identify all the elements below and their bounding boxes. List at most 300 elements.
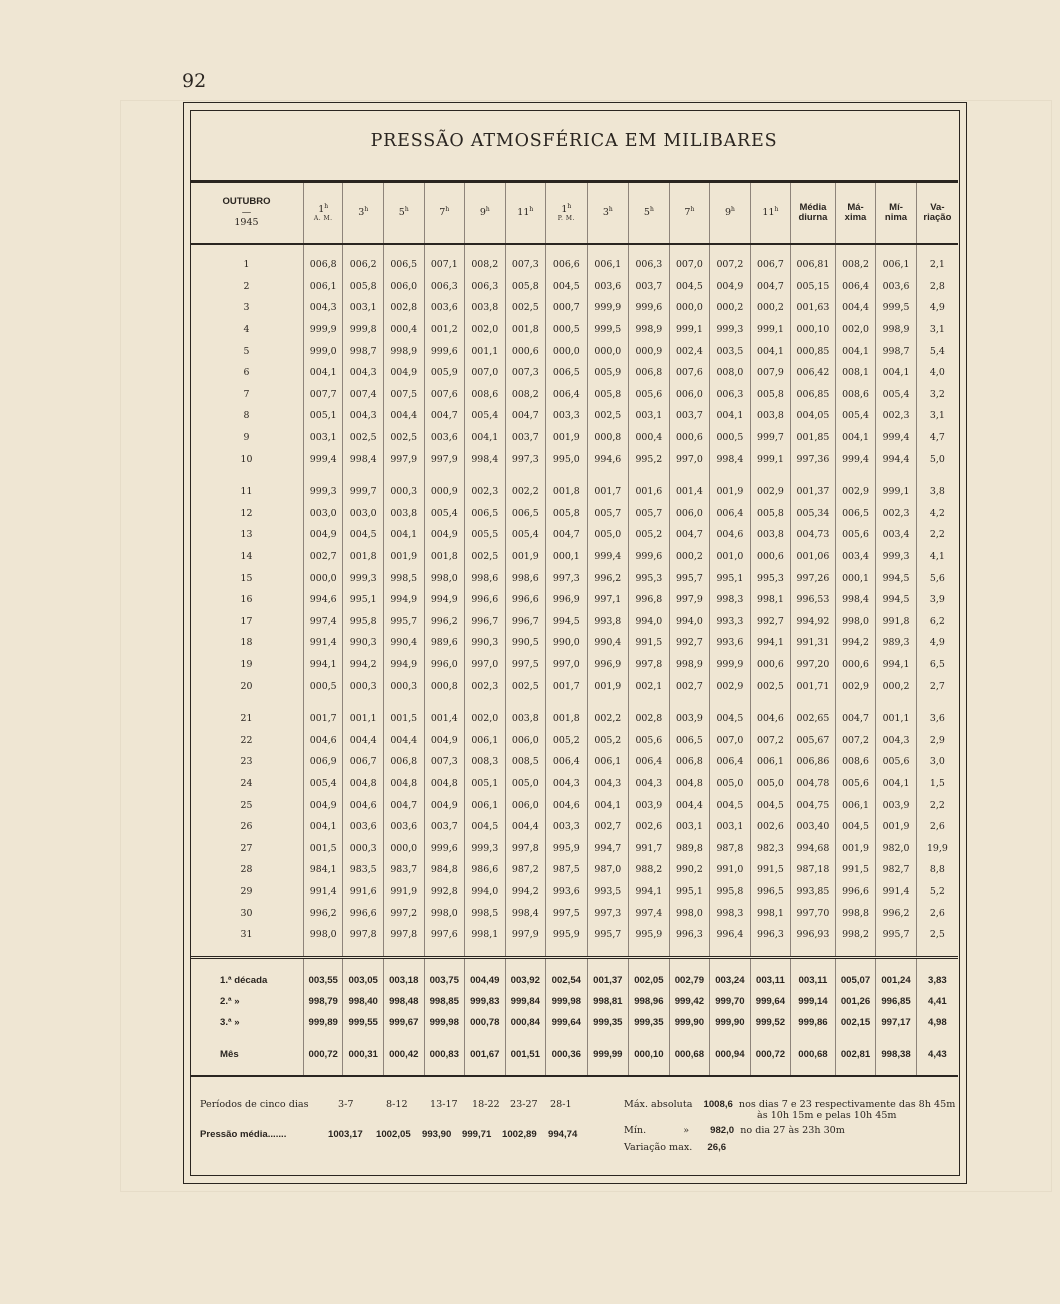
value-cell: 991,4 <box>303 632 343 654</box>
value-cell: 007,6 <box>669 362 710 384</box>
value-cell: 006,3 <box>424 276 465 298</box>
header-minima-line: Mí- <box>889 201 903 213</box>
value-cell: 994,0 <box>669 611 710 633</box>
value-cell: 001,6 <box>629 481 670 503</box>
value-cell: 995,7 <box>383 611 424 633</box>
value-cell: 001,06 <box>791 546 836 568</box>
header-variacao-line: Va- <box>930 201 945 213</box>
value-cell: 994,68 <box>791 837 836 859</box>
value-cell: 001,8 <box>343 546 384 568</box>
value-cell: 999,9 <box>710 654 751 676</box>
value-cell: 004,9 <box>710 276 751 298</box>
table-header-row <box>190 182 958 245</box>
value-cell: 006,5 <box>669 729 710 751</box>
value-cell: 004,9 <box>424 524 465 546</box>
value-cell: 005,34 <box>791 503 836 525</box>
spacer-cell <box>669 1065 710 1076</box>
summary-value: 000,72 <box>750 1044 791 1065</box>
hour-label: 1 <box>318 204 325 216</box>
value-cell: 999,8 <box>343 319 384 341</box>
value-cell: 000,4 <box>383 319 424 341</box>
value-cell: 6,2 <box>916 611 958 633</box>
day-cell: 24 <box>240 777 253 789</box>
value-cell: 000,3 <box>343 837 384 859</box>
value-cell: 996,4 <box>710 924 751 946</box>
summary-value: 001,24 <box>876 970 917 991</box>
value-cell: 003,7 <box>424 816 465 838</box>
spacer-cell <box>629 470 670 481</box>
value-cell: 001,7 <box>303 708 343 730</box>
value-cell: 004,73 <box>791 524 836 546</box>
summary-spacer <box>190 958 958 971</box>
value-cell: 998,1 <box>750 902 791 924</box>
value-cell: 998,1 <box>465 924 506 946</box>
value-cell: 995,7 <box>669 567 710 589</box>
value-cell: 993,6 <box>710 632 751 654</box>
value-cell: 998,9 <box>629 319 670 341</box>
hour-suffix: h <box>404 206 409 214</box>
value-cell: 002,5 <box>587 405 629 427</box>
summary-value: 004,49 <box>465 970 506 991</box>
value-cell: 998,5 <box>383 567 424 589</box>
summary-value: 000,84 <box>505 1012 546 1033</box>
value-cell: 998,4 <box>343 448 384 470</box>
header-maxima-line: xima <box>844 212 867 223</box>
value-cell: 991,4 <box>303 881 343 903</box>
min-absolute <box>624 1125 845 1136</box>
spacer-cell <box>505 470 546 481</box>
page-title: PRESSÃO ATMOSFÉRICA EM MILIBARES <box>370 131 778 151</box>
value-cell: 000,3 <box>383 675 424 697</box>
summary-value: 4,41 <box>916 991 958 1012</box>
value-cell: 990,2 <box>669 859 710 881</box>
hour-suffix: h <box>567 202 572 210</box>
value-cell: 004,5 <box>710 794 751 816</box>
table-row <box>190 340 958 362</box>
spacer-cell <box>629 1033 670 1044</box>
value-cell: 995,8 <box>343 611 384 633</box>
spacer-cell <box>835 1065 876 1076</box>
day-cell: 14 <box>240 551 253 563</box>
value-cell: 005,0 <box>587 524 629 546</box>
value-cell: 004,3 <box>343 405 384 427</box>
value-cell: 006,5 <box>383 254 424 276</box>
value-cell: 007,5 <box>383 384 424 406</box>
value-cell: 997,20 <box>791 654 836 676</box>
value-cell: 002,4 <box>669 340 710 362</box>
spacer-cell <box>303 470 343 481</box>
value-cell: 002,9 <box>835 675 876 697</box>
table-row <box>190 589 958 611</box>
value-cell: 005,4 <box>465 405 506 427</box>
header-hour-5 <box>465 182 506 245</box>
value-cell: 4,0 <box>916 362 958 384</box>
value-cell: 004,4 <box>835 297 876 319</box>
spacer-cell <box>835 470 876 481</box>
value-cell: 008,6 <box>835 751 876 773</box>
summary-value: 000,68 <box>669 1044 710 1065</box>
value-cell: 003,6 <box>343 816 384 838</box>
summary-value: 000,36 <box>546 1044 588 1065</box>
value-cell: 3,1 <box>916 319 958 341</box>
value-cell: 997,3 <box>546 567 588 589</box>
summary-value: 999,35 <box>629 1012 670 1033</box>
value-cell: 002,5 <box>383 427 424 449</box>
value-cell: 000,2 <box>750 297 791 319</box>
spacer-cell <box>710 244 751 254</box>
value-cell: 991,5 <box>750 859 791 881</box>
summary-value: 002,05 <box>629 970 670 991</box>
mean-pressure-1: 1003,17 <box>328 1129 363 1140</box>
value-cell: 002,2 <box>505 481 546 503</box>
spacer-cell <box>710 1033 751 1044</box>
value-cell: 003,9 <box>629 794 670 816</box>
value-cell: 000,0 <box>383 837 424 859</box>
value-cell: 997,9 <box>669 589 710 611</box>
spacer-cell <box>505 945 546 958</box>
value-cell: 000,6 <box>669 427 710 449</box>
value-cell: 007,0 <box>465 362 506 384</box>
value-cell: 995,1 <box>343 589 384 611</box>
value-cell: 002,0 <box>465 319 506 341</box>
spacer-cell <box>343 1033 384 1044</box>
summary-value: 001,26 <box>835 991 876 1012</box>
hour-period: P. M. <box>557 214 575 222</box>
value-cell: 005,8 <box>546 503 588 525</box>
mean-pressure-5: 1002,89 <box>502 1129 537 1140</box>
value-cell: 000,6 <box>750 654 791 676</box>
value-cell: 994,6 <box>303 589 343 611</box>
value-cell: 000,1 <box>546 546 588 568</box>
period-2: 8-12 <box>386 1099 408 1110</box>
table-row <box>190 503 958 525</box>
value-cell: 996,8 <box>629 589 670 611</box>
variation-label: Variação max. <box>624 1142 693 1153</box>
value-cell: 004,1 <box>587 794 629 816</box>
summary-row <box>190 970 958 991</box>
value-cell: 002,7 <box>303 546 343 568</box>
value-cell: 006,81 <box>791 254 836 276</box>
value-cell: 993,3 <box>710 611 751 633</box>
hour-label: 5 <box>398 207 405 219</box>
summary-value: 003,11 <box>791 970 836 991</box>
day-cell: 28 <box>240 864 253 876</box>
value-cell: 004,5 <box>669 276 710 298</box>
value-cell: 994,1 <box>750 632 791 654</box>
value-cell: 990,3 <box>343 632 384 654</box>
value-cell: 998,9 <box>669 654 710 676</box>
table-row <box>190 751 958 773</box>
value-cell: 000,3 <box>343 675 384 697</box>
summary-value: 998,79 <box>303 991 343 1012</box>
value-cell: 003,3 <box>546 816 588 838</box>
value-cell: 004,1 <box>303 362 343 384</box>
value-cell: 004,5 <box>750 794 791 816</box>
value-cell: 996,6 <box>343 902 384 924</box>
value-cell: 004,5 <box>835 816 876 838</box>
summary-value: 999,42 <box>669 991 710 1012</box>
value-cell: 003,7 <box>629 276 670 298</box>
value-cell: 006,0 <box>505 794 546 816</box>
value-cell: 982,3 <box>750 837 791 859</box>
value-cell: 003,8 <box>383 503 424 525</box>
value-cell: 005,8 <box>750 384 791 406</box>
summary-value: 999,55 <box>343 1012 384 1033</box>
variation-value: 26,6 <box>707 1142 727 1153</box>
value-cell: 005,6 <box>835 773 876 795</box>
value-cell: 3,2 <box>916 384 958 406</box>
summary-value: 999,64 <box>546 1012 588 1033</box>
spacer-cell <box>190 244 303 254</box>
value-cell: 003,6 <box>876 276 917 298</box>
value-cell: 004,4 <box>505 816 546 838</box>
value-cell: 003,4 <box>835 546 876 568</box>
value-cell: 005,6 <box>876 751 917 773</box>
value-cell: 997,0 <box>546 654 588 676</box>
summary-value: 999,83 <box>465 991 506 1012</box>
spacer-cell <box>465 945 506 958</box>
day-cell: 4 <box>243 324 250 336</box>
value-cell: 002,6 <box>750 816 791 838</box>
table-row <box>190 297 958 319</box>
table-row <box>190 729 958 751</box>
value-cell: 991,5 <box>835 859 876 881</box>
value-cell: 995,7 <box>876 924 917 946</box>
value-cell: 001,8 <box>546 481 588 503</box>
value-cell: 997,9 <box>383 448 424 470</box>
table-row <box>190 362 958 384</box>
value-cell: 19,9 <box>916 837 958 859</box>
value-cell: 004,1 <box>465 427 506 449</box>
day-cell: 3 <box>243 302 250 314</box>
spacer-cell <box>710 1065 751 1076</box>
spacer-cell <box>835 958 876 971</box>
spacer-cell <box>876 958 917 971</box>
table-row <box>190 632 958 654</box>
value-cell: 007,2 <box>710 254 751 276</box>
summary-value: 003,11 <box>750 970 791 991</box>
day-cell: 27 <box>240 842 253 854</box>
value-cell: 999,5 <box>587 319 629 341</box>
value-cell: 003,8 <box>750 524 791 546</box>
spacer-cell <box>383 958 424 971</box>
summary-value: 000,31 <box>343 1044 384 1065</box>
header-hour-10 <box>669 182 710 245</box>
value-cell: 003,7 <box>669 405 710 427</box>
spacer-cell <box>190 1033 303 1044</box>
value-cell: 004,4 <box>669 794 710 816</box>
value-cell: 998,7 <box>343 340 384 362</box>
value-cell: 994,5 <box>876 567 917 589</box>
value-cell: 983,5 <box>343 859 384 881</box>
value-cell: 006,3 <box>710 384 751 406</box>
spacer-cell <box>303 1065 343 1076</box>
value-cell: 997,1 <box>587 589 629 611</box>
value-cell: 992,7 <box>669 632 710 654</box>
value-cell: 996,2 <box>424 611 465 633</box>
header-variacao <box>916 182 958 245</box>
summary-value: 996,85 <box>876 991 917 1012</box>
value-cell: 993,5 <box>587 881 629 903</box>
value-cell: 006,6 <box>546 254 588 276</box>
value-cell: 999,3 <box>343 567 384 589</box>
value-cell: 006,5 <box>546 362 588 384</box>
value-cell: 996,3 <box>669 924 710 946</box>
table-row <box>190 546 958 568</box>
mean-pressure-label: Pressão média....... <box>200 1129 287 1140</box>
header-hour-8 <box>587 182 629 245</box>
value-cell: 6,5 <box>916 654 958 676</box>
day-cell: 13 <box>240 529 253 541</box>
table-row <box>190 881 958 903</box>
summary-value: 003,24 <box>710 970 751 991</box>
value-cell: 004,1 <box>383 524 424 546</box>
value-cell: 994,1 <box>876 654 917 676</box>
summary-value: 998,38 <box>876 1044 917 1065</box>
value-cell: 002,8 <box>629 708 670 730</box>
value-cell: 006,5 <box>505 503 546 525</box>
mean-pressure-4: 999,71 <box>462 1129 492 1140</box>
value-cell: 995,2 <box>629 448 670 470</box>
value-cell: 004,7 <box>750 276 791 298</box>
value-cell: 003,8 <box>465 297 506 319</box>
value-cell: 004,9 <box>383 362 424 384</box>
value-cell: 006,0 <box>505 729 546 751</box>
summary-value: 999,90 <box>669 1012 710 1033</box>
value-cell: 995,8 <box>710 881 751 903</box>
value-cell: 999,4 <box>303 448 343 470</box>
value-cell: 995,1 <box>710 567 751 589</box>
value-cell: 987,18 <box>791 859 836 881</box>
value-cell: 000,6 <box>505 340 546 362</box>
hour-suffix: h <box>529 206 534 214</box>
summary-value: 000,83 <box>424 1044 465 1065</box>
value-cell: 002,5 <box>505 297 546 319</box>
hour-suffix: h <box>364 206 369 214</box>
value-cell: 998,0 <box>835 611 876 633</box>
value-cell: 001,1 <box>465 340 506 362</box>
header-maxima-line: Má- <box>847 201 864 213</box>
min-ditto: » <box>683 1125 690 1136</box>
spacer-cell <box>629 697 670 708</box>
period-4: 18-22 <box>472 1099 500 1110</box>
value-cell: 994,9 <box>424 589 465 611</box>
spacer-cell <box>876 470 917 481</box>
value-cell: 003,1 <box>343 297 384 319</box>
value-cell: 994,1 <box>303 654 343 676</box>
min-value: 982,0 <box>710 1125 735 1136</box>
value-cell: 997,3 <box>505 448 546 470</box>
value-cell: 2,1 <box>916 254 958 276</box>
spacer-cell <box>343 697 384 708</box>
mean-pressure-6: 994,74 <box>548 1129 578 1140</box>
table-row <box>190 524 958 546</box>
value-cell: 999,1 <box>876 481 917 503</box>
value-cell: 000,6 <box>750 546 791 568</box>
value-cell: 2,2 <box>916 524 958 546</box>
summary-value: 997,17 <box>876 1012 917 1033</box>
summary-value: 4,98 <box>916 1012 958 1033</box>
table-row <box>190 859 958 881</box>
value-cell: 993,6 <box>546 881 588 903</box>
value-cell: 991,8 <box>876 611 917 633</box>
day-cell: 17 <box>240 615 253 627</box>
value-cell: 4,9 <box>916 632 958 654</box>
value-cell: 005,9 <box>424 362 465 384</box>
spacer-cell <box>669 470 710 481</box>
value-cell: 008,3 <box>465 751 506 773</box>
spacer-cell <box>916 958 958 971</box>
value-cell: 006,4 <box>629 751 670 773</box>
value-cell: 004,1 <box>876 362 917 384</box>
header-maxima <box>835 182 876 245</box>
value-cell: 005,4 <box>505 524 546 546</box>
value-cell: 990,0 <box>546 632 588 654</box>
value-cell: 000,9 <box>629 340 670 362</box>
header-hour-9 <box>629 182 670 245</box>
value-cell: 004,3 <box>303 297 343 319</box>
value-cell: 999,6 <box>424 340 465 362</box>
value-cell: 006,0 <box>669 503 710 525</box>
spacer-cell <box>835 1033 876 1044</box>
value-cell: 000,0 <box>303 567 343 589</box>
day-cell: 9 <box>243 432 250 444</box>
value-cell: 999,7 <box>343 481 384 503</box>
value-cell: 003,6 <box>424 297 465 319</box>
spacer-cell <box>710 958 751 971</box>
spacer-cell <box>629 1065 670 1076</box>
value-cell: 007,9 <box>750 362 791 384</box>
value-cell: 001,63 <box>791 297 836 319</box>
value-cell: 000,1 <box>835 567 876 589</box>
value-cell: 003,8 <box>750 405 791 427</box>
value-cell: 002,0 <box>835 319 876 341</box>
value-cell: 006,1 <box>465 729 506 751</box>
value-cell: 2,6 <box>916 816 958 838</box>
value-cell: 997,6 <box>424 924 465 946</box>
day-cell: 12 <box>240 507 253 519</box>
summary-value: 003,75 <box>424 970 465 991</box>
table-end-rule <box>190 1065 958 1076</box>
month-gap <box>190 1033 958 1044</box>
value-cell: 000,8 <box>587 427 629 449</box>
value-cell: 005,9 <box>587 362 629 384</box>
value-cell: 3,6 <box>916 708 958 730</box>
value-cell: 005,1 <box>465 773 506 795</box>
header-variacao-line: riação <box>923 212 952 223</box>
value-cell: 004,5 <box>465 816 506 838</box>
value-cell: 005,8 <box>343 276 384 298</box>
value-cell: 996,0 <box>424 654 465 676</box>
value-cell: 004,4 <box>383 729 424 751</box>
value-cell: 004,3 <box>876 729 917 751</box>
spacer-cell <box>505 244 546 254</box>
value-cell: 002,5 <box>505 675 546 697</box>
value-cell: 998,3 <box>710 589 751 611</box>
value-cell: 998,4 <box>710 448 751 470</box>
value-cell: 987,8 <box>710 837 751 859</box>
header-year: 1945 <box>234 217 259 229</box>
value-cell: 3,8 <box>916 481 958 503</box>
value-cell: 996,7 <box>465 611 506 633</box>
value-cell: 984,1 <box>303 859 343 881</box>
header-hour-6 <box>505 182 546 245</box>
table-row <box>190 794 958 816</box>
summary-value: 001,51 <box>505 1044 546 1065</box>
value-cell: 003,8 <box>505 708 546 730</box>
value-cell: 003,1 <box>629 405 670 427</box>
table-row <box>190 654 958 676</box>
